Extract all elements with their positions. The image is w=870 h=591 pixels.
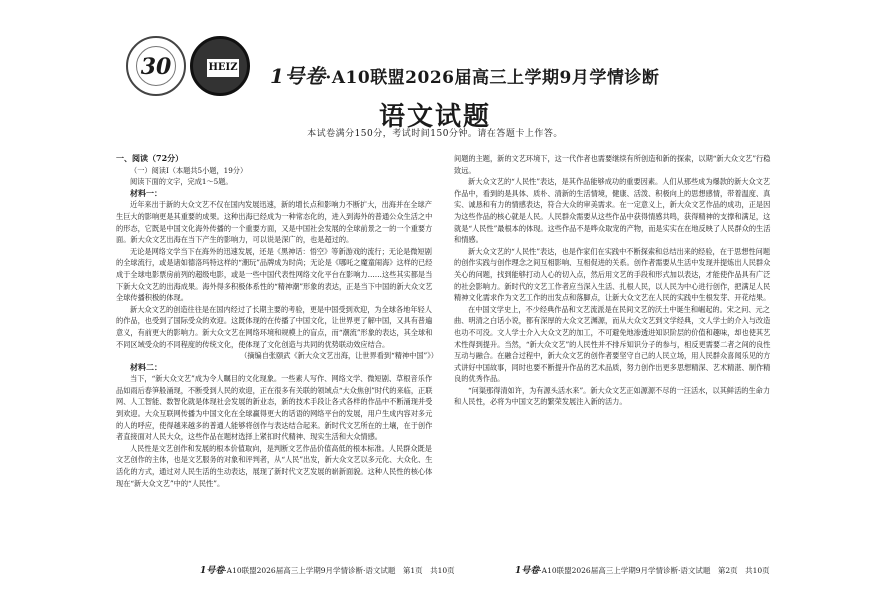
- exam-note: 本试卷满分150分，考试时间150分钟。请在答题卡上作答。: [307, 129, 563, 139]
- paragraph: 间题的主题，新的文艺环境下，这一代作者也需要继续有所创造和新的探索，以期“新大众文艺”行稳致远。: [454, 154, 771, 175]
- paragraph: 在中国文学史上，不少经典作品和文艺流派是在民间文艺的沃土中诞生和崛起的。宋之问、元之曲、明清之白话小说，都有深厚的大众文艺渊源，而从大众文艺到文学经典，文人学士的介入与改造也功不可没。文人学士介入大众文艺的加工，不可避免地渗透进知识阶层的价值和趣味，却也使其艺术性得到提升。当然，“新大众文艺”的人民性并不排斥知识分子的参与，相反更需要二者之间的良性互动与融合。在融合过程中，新大众文艺的创作者要坚守自己的人民立场，用人民群众喜闻乐见的方式讲好中国故事，同时也要不断提升作品的艺术品质，努力创作出更多思想精深、艺术精湛、制作精良的优秀作品。: [454, 304, 771, 384]
- paragraph: 新大众文艺的创造往往是在国内经过了长期主要的考验，更是中国受到欢迎，为全球各地年轻人的作品，也受到了国际受众的欢迎。这既体现的在传播了中国文化，让世界更了解中国，又具有普遍意义，有前更大的影响力。新大众文艺在网络环境和规模上的盲点，而“潮流”形象的表达，其全球和不同区域受众的不同程度的传统文化，使体现了文化创造与共同的优势联动效应结合。: [116, 304, 433, 349]
- exam-header-title: ·A10联盟2026届高三上学期9月学情诊断: [325, 68, 660, 88]
- material-label: 材料一：: [130, 187, 162, 198]
- footer-brand: 1号卷: [515, 566, 540, 576]
- paragraph: 新大众文艺的“人民性”表达，也是作家们在实践中不断探索和总结出来的经验，在于思想性问题的创作实践与创作理念之间互相影响、互相促进的关系。创作者需要从生活中发现并提炼出人民群众关心的问题，找到能够打动人心的切入点，然后用文艺的手段和形式加以表达，才能使作品具有广泛的社会影响力。新时代的文艺工作者应当深入生活、扎根人民，以人民为中心进行创作，把满足人民精神文化需求作为文艺工作的出发点和落脚点，让新大众文艺在人民的实践中生根发芽、开花结果。: [454, 246, 771, 303]
- brand-seal-logo: HEIZ: [190, 36, 250, 96]
- footer-text: ·A10联盟2026届高三上学期9月学情诊断·语文试题 第1页 共10页: [224, 566, 455, 575]
- left-column: [116, 153, 438, 489]
- page-title: 语文试题: [378, 102, 491, 132]
- instruction: 阅读下面的文字，完成1～5题。: [130, 177, 233, 187]
- exam-header: [270, 60, 659, 89]
- citation: （摘编自张颐武《新大众文艺出海，让世界看到“精神中国”》）: [240, 351, 438, 361]
- footer-text: ·A10联盟2026届高三上学期9月学情诊断·语文试题 第2页 共10页: [539, 566, 770, 575]
- paragraph: “问渠那得清如许，为有源头活水来”。新大众文艺正如源源不尽的一汪活水，以其鲜活的生命力和人民性，必将为中国文艺的繁荣发展注入新的活力。: [454, 385, 771, 407]
- material-label: 材料二：: [130, 361, 162, 372]
- paragraph: 无论是网络文学当下在海外的迅速发展，还是《黑神话：悟空》等新游戏的流行；无论是微短剧的全球流行，或是诸如德洛玛特这样的“潮玩”品牌成为时尚；无论是《哪吒之魔童闹海》这样的已经成于全球电影票房前列的超级电影，或是一些中国代表性网络文化平台在影响力……这些其实都是当下新大众文艺的出海成果。海外得多积极体系性的“精神潮”形象的表达，正是当下中国的新大众文艺全球传播积极的体现。: [116, 246, 433, 303]
- paragraph: 新大众文艺的“人民性”表达，是其作品能够成功的重要因素。人们从那些成为爆款的新大众文艺作品中，看到的是具体、质朴、清新的生活情境，健康、活泼、积极向上的思想感情，带着温度、真实、诚恳和有力的情感表达，符合大众的审美需求。在一定意义上，新大众文艺作品的成功，正是因为这些作品的核心就是人民。人民群众需要从这些作品中获得情感共鸣，获得精神的支撑和满足，这就是“人民性”最根本的体现。这些作品不是哗众取宠的产物，而是实实在在地反映了人民群众的生活和情感。: [454, 177, 771, 245]
- paragraph: 近年来出于新的大众文艺不仅在国内发展迅速，新的增长点和影响力不断扩大，出海并在全球产生巨大的影响更是其重要的成果。这种出海已经成为一种常态化的，进入到海外的普通公众生活之中的形态，它既是中国文化海外传播的一个重要方面，又是中国社会发展的全球前景之一的一个重要方面。新大众文艺出海在当下产生的影响力，可以说是深广的，也是超过的。: [116, 200, 433, 245]
- page-footer-right: [515, 563, 770, 576]
- footer-brand: 1号卷: [200, 566, 225, 576]
- brand-mark: 1号卷: [270, 64, 326, 88]
- right-column: [454, 153, 776, 408]
- paragraph: 当下，“新大众文艺”成为令人瞩目的文化现象。一些素人写作、网络文学、微短剧、草根音乐作品如雨后春笋般涌现，不断受到人民的欢迎，正在很多有关联的领域点“大众焦创”时代的来临，正联网、人工智能、数智化就是体现社会发展的新业态，新的技术手段让各式各样的作品中不断涌现并受到欢迎。大众互联网传播为中国文化在全球赢得更大的话语的网络平台的发展，用户生成内容对多元的人的呼应，使得越来越多的普通人能够将创作与表达结合起来。新时代文艺所在的土壤，在于创作者直接面对人民大众，这些作品在题材选择上紧扣时代精神、现实生活和大众情感。: [116, 374, 433, 442]
- section-heading: 一、阅读（72分）: [116, 153, 184, 163]
- subsection-heading: （一）阅读Ⅰ（本题共5小题，19分）: [130, 165, 248, 175]
- page-footer-left: [200, 563, 455, 576]
- school-emblem-logo: 30: [126, 36, 186, 96]
- paragraph: 人民性是文艺创作和发展的根本价值取向，是判断文艺作品价值高低的根本标准。人民群众既是文艺创作的主体，也是文艺服务的对象和评判者，从“人民”出发，新大众文艺以多元化、大众化、生活化的方式，通过对人民生活的生动表达，展现了新时代文艺发展的崭新面貌。这种人民性的核心体现在“新大众文艺”中的“人民性”。: [116, 443, 433, 488]
